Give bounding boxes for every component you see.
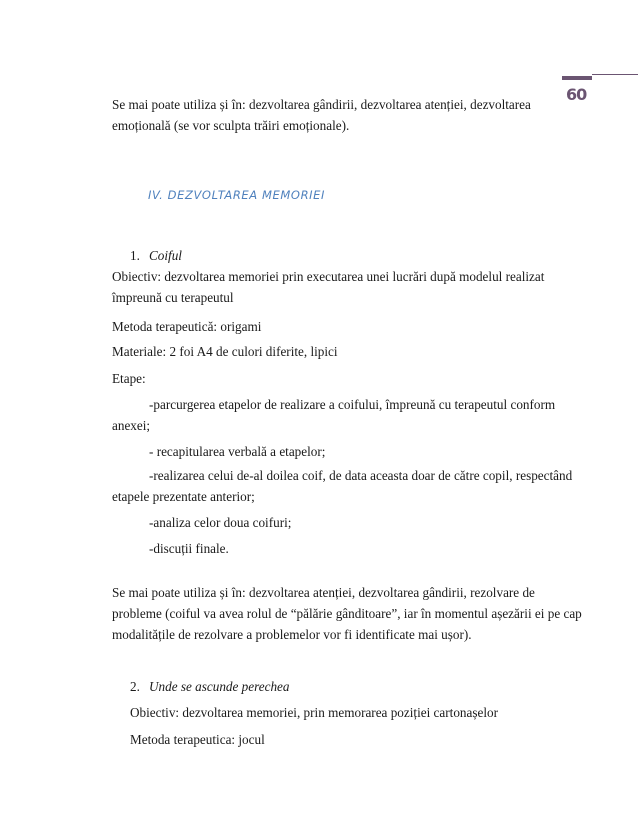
step-line: -analiza celor doua coifuri; bbox=[149, 515, 292, 530]
page-number: 60 bbox=[566, 85, 587, 104]
step-line: etapele prezentate anterior; bbox=[112, 489, 255, 504]
section-heading: IV. DEZVOLTAREA MEMORIEI bbox=[148, 188, 326, 202]
item-title: Coiful bbox=[149, 248, 182, 263]
step-line: -discuții finale. bbox=[149, 541, 229, 556]
step-line: -parcurgerea etapelor de realizare a coifului, împreună cu terapeutul conform bbox=[149, 397, 556, 412]
paragraph-line: Se mai poate utiliza și în: dezvoltarea atenției, dezvoltarea gândirii, rezolvare de bbox=[112, 585, 535, 600]
list-number: 1. bbox=[130, 248, 140, 263]
method-line: Metoda terapeutica: jocul bbox=[130, 732, 265, 747]
paragraph-line: probleme (coiful va avea rolul de “pălărie gânditoare”, iar în momentul așezării ei pe cap bbox=[112, 606, 582, 621]
objective-line: Obiectiv: dezvoltarea memoriei prin executarea unei lucrări după modelul realizat bbox=[112, 269, 545, 284]
step-line: anexei; bbox=[112, 418, 151, 433]
step-line: - recapitularea verbală a etapelor; bbox=[149, 444, 326, 459]
header-rule bbox=[592, 74, 638, 75]
list-number: 2. bbox=[130, 679, 140, 694]
header-accent-bar bbox=[562, 76, 592, 80]
paragraph-line: emoțională (se vor sculpta trăiri emoționale). bbox=[112, 118, 350, 133]
objective-line: împreună cu terapeutul bbox=[112, 290, 234, 305]
step-line: -realizarea celui de-al doilea coif, de data aceasta doar de către copil, respectând bbox=[149, 468, 573, 483]
item-title: Unde se ascunde perechea bbox=[149, 679, 290, 694]
method-line: Metoda terapeutică: origami bbox=[112, 319, 262, 334]
paragraph-line: Se mai poate utiliza și în: dezvoltarea gândirii, dezvoltarea atenției, dezvoltarea bbox=[112, 97, 531, 112]
objective-line: Obiectiv: dezvoltarea memoriei, prin memorarea poziției cartonașelor bbox=[130, 705, 498, 720]
stages-label: Etape: bbox=[112, 371, 146, 386]
paragraph-line: modalitățile de rezolvare a problemelor vor fi identificate mai ușor). bbox=[112, 627, 472, 642]
materials-line: Materiale: 2 foi A4 de culori diferite, lipici bbox=[112, 344, 338, 359]
